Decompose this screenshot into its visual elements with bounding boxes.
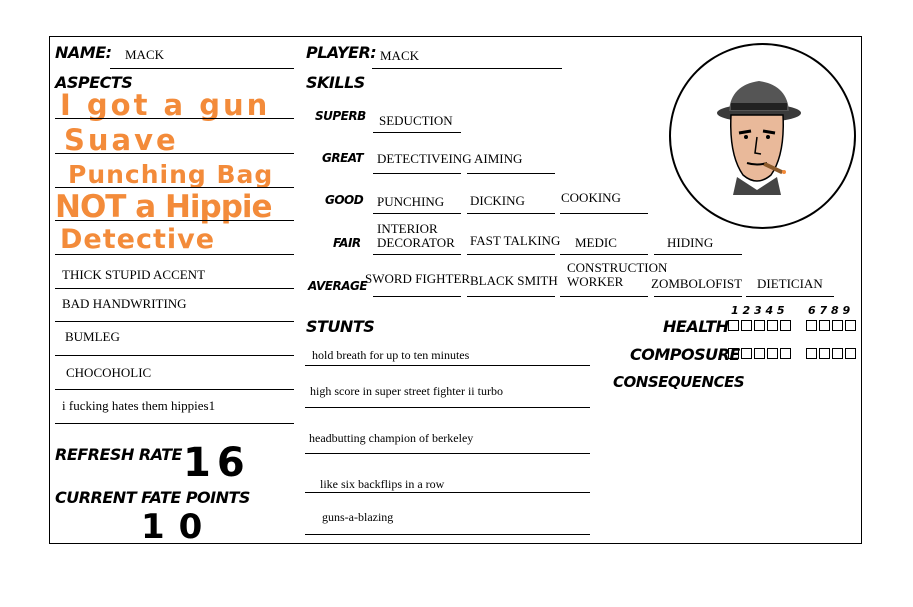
aspect-handwritten-5[interactable]: Detective xyxy=(60,224,216,255)
skill-line xyxy=(560,254,648,255)
track-box[interactable] xyxy=(741,320,752,331)
name-underline xyxy=(110,68,294,69)
consequences-label: CONSEQUENCES xyxy=(613,373,745,391)
health-track-b[interactable] xyxy=(806,320,858,331)
skill-line xyxy=(746,296,834,297)
skill-rank-superb: SUPERB xyxy=(315,109,366,123)
track-box[interactable] xyxy=(780,320,791,331)
skill-line xyxy=(654,254,742,255)
aspect-line xyxy=(55,118,294,119)
skill-item[interactable]: MEDIC xyxy=(575,235,617,250)
aspect-handwritten-2[interactable]: Suave xyxy=(64,123,179,157)
track-numbers-a: 1 2 3 4 5 xyxy=(731,304,785,317)
aspect-item[interactable]: i fucking hates them hippies1 xyxy=(62,398,216,413)
skill-line xyxy=(373,254,461,255)
composure-track-a[interactable] xyxy=(728,348,793,359)
skill-item[interactable]: FAST TALKING xyxy=(470,233,561,248)
aspect-line xyxy=(55,423,294,424)
player-underline xyxy=(372,68,562,69)
aspect-handwritten-1[interactable]: I got a gun xyxy=(60,88,271,122)
track-box[interactable] xyxy=(806,320,817,331)
refresh-rate-value[interactable]: 16 xyxy=(183,440,251,486)
track-box[interactable] xyxy=(806,348,817,359)
health-label: HEALTH xyxy=(663,317,729,336)
track-box[interactable] xyxy=(845,320,856,331)
stunt-item[interactable]: guns-a-blazing xyxy=(322,510,394,524)
track-box[interactable] xyxy=(832,320,843,331)
skill-item[interactable]: HIDING xyxy=(667,235,714,250)
aspect-item[interactable]: BAD HANDWRITING xyxy=(62,296,187,311)
aspect-handwritten-4[interactable]: NOT a Hippie xyxy=(55,189,272,225)
aspect-line xyxy=(55,153,294,154)
skill-item[interactable]: AIMING xyxy=(474,151,523,166)
skill-line xyxy=(560,296,648,297)
stunts-label: STUNTS xyxy=(306,317,375,336)
skill-item[interactable]: DIETICIAN xyxy=(757,276,823,291)
aspects-label: ASPECTS xyxy=(55,73,133,92)
composure-label: COMPOSURE xyxy=(630,345,740,364)
aspect-line xyxy=(55,187,294,188)
aspect-line xyxy=(55,321,294,322)
stunt-item[interactable]: high score in super street fighter ii turbo xyxy=(310,384,503,398)
refresh-rate-label: REFRESH RATE xyxy=(55,445,182,464)
name-label: NAME: xyxy=(55,43,112,62)
skill-line xyxy=(373,213,461,214)
stunt-item[interactable]: headbutting champion of berkeley xyxy=(309,431,474,445)
track-box[interactable] xyxy=(754,320,765,331)
track-box[interactable] xyxy=(832,348,843,359)
skill-item[interactable]: SWORD FIGHTER xyxy=(365,271,471,286)
skill-item[interactable]: DETECTIVEING xyxy=(377,151,472,166)
player-value[interactable]: MACK xyxy=(380,48,420,63)
aspect-line xyxy=(55,355,294,356)
skill-item[interactable]: SEDUCTION xyxy=(379,113,453,128)
skill-item[interactable]: COOKING xyxy=(561,190,621,205)
skill-line xyxy=(467,173,555,174)
skill-rank-fair: FAIR xyxy=(333,236,361,250)
track-box[interactable] xyxy=(819,320,830,331)
skill-item[interactable]: DICKING xyxy=(470,193,525,208)
stunt-line xyxy=(305,407,590,408)
track-box[interactable] xyxy=(754,348,765,359)
skill-rank-average: AVERAGE xyxy=(308,279,368,293)
aspect-item[interactable]: CHOCOHOLIC xyxy=(66,365,152,380)
track-box[interactable] xyxy=(780,348,791,359)
track-numbers-b: 6 7 8 9 xyxy=(808,304,851,317)
player-label: PLAYER: xyxy=(306,43,377,62)
track-box[interactable] xyxy=(767,320,778,331)
skill-item[interactable]: INTERIOR DECORATOR xyxy=(377,221,455,250)
stunt-item[interactable]: like six backflips in a row xyxy=(320,477,445,491)
skill-line xyxy=(467,254,555,255)
skill-line xyxy=(654,296,742,297)
fedora-detective-portrait-icon xyxy=(669,43,856,229)
skill-item[interactable]: PUNCHING xyxy=(377,194,445,209)
current-fate-points-value[interactable]: 10 xyxy=(141,507,217,547)
skill-line xyxy=(373,132,461,133)
skill-line xyxy=(560,213,648,214)
aspect-line xyxy=(55,254,294,255)
stunt-line xyxy=(305,453,590,454)
stunt-line xyxy=(305,534,590,535)
aspect-item[interactable]: BUMLEG xyxy=(65,329,120,344)
skill-rank-great: GREAT xyxy=(322,151,364,165)
aspect-line xyxy=(55,288,294,289)
track-box[interactable] xyxy=(819,348,830,359)
aspect-handwritten-3[interactable]: Punching Bag xyxy=(68,160,274,189)
track-box[interactable] xyxy=(845,348,856,359)
composure-track-b[interactable] xyxy=(806,348,858,359)
name-value[interactable]: MACK xyxy=(125,47,165,62)
skill-item[interactable]: BLACK SMITH xyxy=(470,273,558,288)
skill-line xyxy=(467,296,555,297)
stunt-line xyxy=(305,365,590,366)
track-box[interactable] xyxy=(728,320,739,331)
skill-line xyxy=(373,296,461,297)
health-track-a[interactable] xyxy=(728,320,793,331)
track-box[interactable] xyxy=(741,348,752,359)
skill-line xyxy=(373,173,461,174)
stunt-item[interactable]: hold breath for up to ten minutes xyxy=(312,348,470,362)
skill-line xyxy=(467,213,555,214)
track-box[interactable] xyxy=(728,348,739,359)
current-fate-points-label: CURRENT FATE POINTS xyxy=(55,488,250,507)
skill-item[interactable]: CONSTRUCTION WORKER xyxy=(567,260,668,289)
stunt-line xyxy=(305,492,590,493)
skill-item[interactable]: ZOMBOLOFIST xyxy=(651,276,743,291)
skill-rank-good: GOOD xyxy=(325,193,364,207)
aspect-item[interactable]: THICK STUPID ACCENT xyxy=(62,267,206,282)
aspect-line xyxy=(55,220,294,221)
aspect-line xyxy=(55,389,294,390)
skills-label: SKILLS xyxy=(306,73,365,92)
track-box[interactable] xyxy=(767,348,778,359)
